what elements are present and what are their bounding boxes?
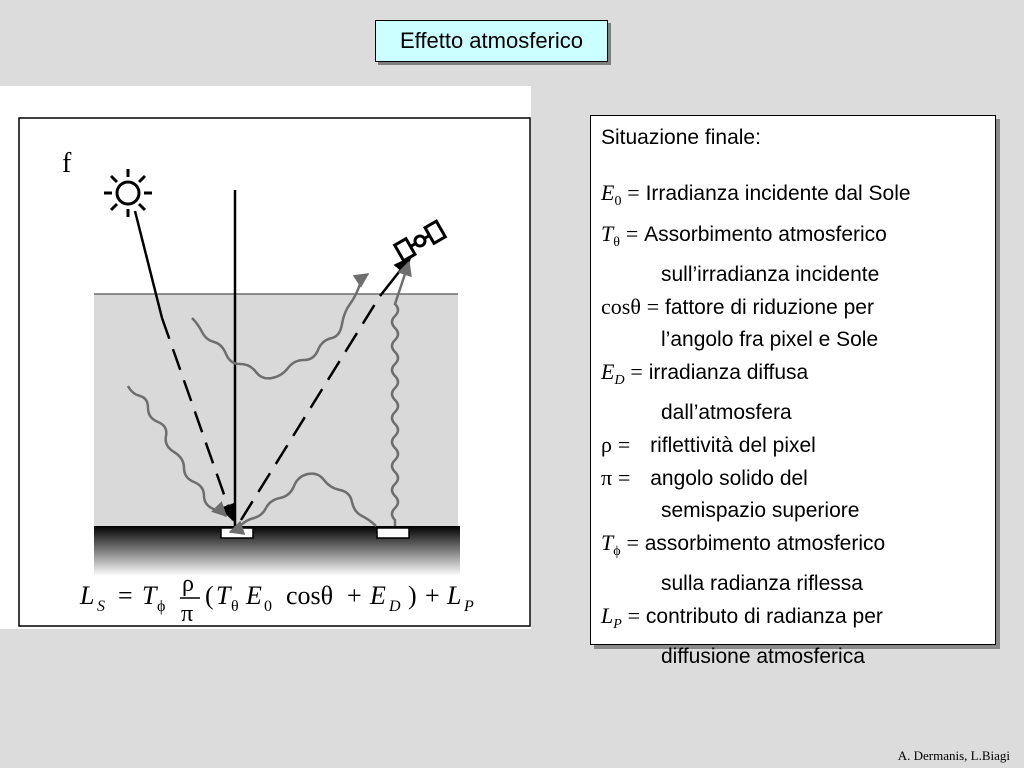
slide-title <box>375 20 608 62</box>
eq-tphi-sub: ϕ <box>157 598 166 615</box>
legend-item-cos-cont: l’angolo fra pixel e Sole <box>661 328 879 351</box>
legend-text: contributo di radianza per <box>645 605 883 628</box>
legend-symbol: ρ <box>601 432 612 457</box>
eq-ls: L <box>80 581 95 610</box>
atmospheric-effect-figure <box>0 86 531 629</box>
legend-item-lp <box>601 600 995 641</box>
legend-equals: = <box>627 180 640 205</box>
eq-close-paren: ) <box>408 581 417 610</box>
footer-credit: A. Dermanis, L.Biagi <box>897 748 1010 763</box>
legend-symbol: π <box>601 465 613 490</box>
eq-ls-sub: S <box>97 598 105 615</box>
eq-ttheta-sub: θ <box>231 598 239 615</box>
legend-text: fattore di riduzione per <box>664 296 874 319</box>
legend-item-lp-cont: diffusione atmosferica <box>661 645 865 668</box>
legend-symbol: E <box>601 180 615 205</box>
eq-e0: E <box>246 581 262 610</box>
legend-equals: = <box>617 432 631 457</box>
legend-symbol-sub: ϕ <box>613 544 621 559</box>
legend-symbol: T <box>601 221 614 246</box>
legend-item-e0 <box>601 177 995 218</box>
legend-symbol: T <box>601 530 614 555</box>
legend-item-ed-cont: dall’atmosfera <box>661 401 792 424</box>
eq-equals: = <box>118 581 133 610</box>
legend-text: angolo solido del <box>650 467 808 490</box>
slide-title-text: Effetto atmosferico <box>399 28 583 53</box>
legend-item-tphi-cont: sulla radianza riflessa <box>661 572 863 595</box>
legend-symbol-sub: P <box>613 617 622 632</box>
legend-item-ttheta-cont: sull’irradianza incidente <box>661 263 880 286</box>
legend-equals: = <box>646 294 660 319</box>
eq-ed-sub: D <box>389 598 401 615</box>
legend-symbol: E <box>601 359 615 384</box>
legend-text: assorbimento atmosferico <box>644 532 886 555</box>
eq-plus2: + <box>425 581 440 610</box>
neighbor-pixel <box>377 528 409 538</box>
legend-symbol: cosθ <box>601 294 641 319</box>
panel-label: f <box>62 148 72 179</box>
legend-symbol-sub: 0 <box>614 194 622 209</box>
legend-symbol-sub: D <box>614 373 625 388</box>
legend-item-ed <box>601 356 995 397</box>
legend-item-rho <box>601 429 995 462</box>
legend-text: irradianza diffusa <box>648 361 809 384</box>
legend-equals: = <box>626 530 639 555</box>
legend-item-tphi <box>601 527 995 568</box>
legend-item-pi <box>601 462 995 495</box>
eq-e0-sub: 0 <box>264 598 272 615</box>
legend-equals: = <box>630 359 643 384</box>
legend-equals: = <box>617 465 631 490</box>
eq-pi: π <box>181 601 194 627</box>
legend-item-cos <box>601 291 995 324</box>
eq-lp-sub: P <box>464 598 474 615</box>
legend-symbol-sub: θ <box>613 235 620 250</box>
eq-plus1: + <box>347 581 362 610</box>
legend-box <box>590 115 996 668</box>
legend-text: Irradianza incidente dal Sole <box>645 182 911 205</box>
eq-tphi: T <box>142 581 157 610</box>
figure-svg <box>0 86 531 629</box>
legend-text: riflettività del pixel <box>650 434 816 457</box>
legend-equals: = <box>627 603 641 628</box>
legend-symbol: L <box>601 603 614 628</box>
legend-heading: Situazione finale: <box>601 126 761 149</box>
legend-text: Assorbimento atmosferico <box>644 223 887 246</box>
eq-ttheta: T <box>216 581 231 610</box>
legend-item-ttheta <box>601 218 995 259</box>
eq-rho: ρ <box>182 571 194 597</box>
eq-open-paren: ( <box>205 581 214 610</box>
legend-equals: = <box>625 221 639 246</box>
eq-ed: E <box>370 581 386 610</box>
eq-lp: L <box>447 581 462 610</box>
legend-item-pi-cont: semispazio superiore <box>661 499 860 522</box>
eq-cos: cosθ <box>286 581 334 610</box>
